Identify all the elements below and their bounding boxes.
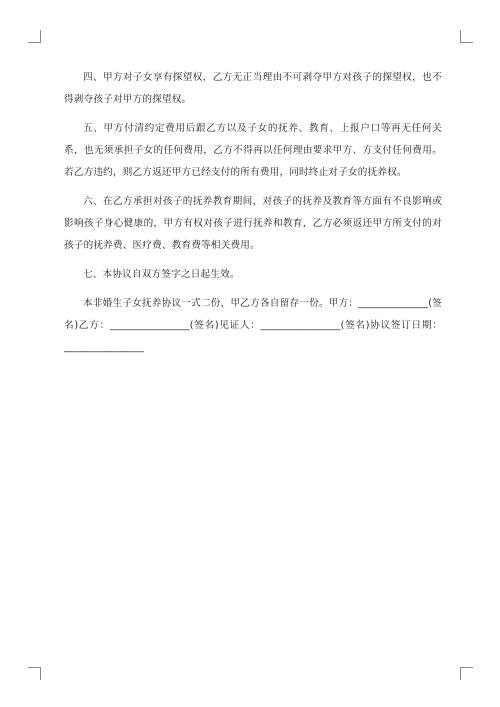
clause-six: 六、在乙方承担对孩子的抚养教育期间，对孩子的抚养及教育等方面有不良影响或影响孩子身心健康的，甲方有权对孩子进行抚养和教育，乙方必须返还甲方所支付的对孩子的抚养费、医疗费、教育费等相关费用。 — [64, 196, 442, 251]
crop-mark-top-right — [460, 30, 473, 43]
document-body — [64, 67, 442, 359]
crop-mark-bottom-right — [460, 667, 473, 680]
crop-mark-bottom-left — [28, 667, 41, 680]
clause-four: 四、甲方对子女享有探望权，乙方无正当理由不可剥夺甲方对孩子的探望权，也不得剥夺孩子对甲方的探望权。 — [64, 72, 442, 105]
clause-five: 五、甲方付清约定费用后跟乙方以及子女的抚养、教育、上报户口等再无任何关系，也无须承担子女的任何费用，乙方不得再以任何理由要求甲方、方支付任何费用。若乙方违约，则乙方返还甲方已经支付的所有费用，同时终止对子女的抚养权。 — [64, 123, 442, 178]
crop-mark-top-left — [28, 30, 41, 43]
signature-block: 本非婚生子女抚养协议一式二份，甲乙方各自留存一份。甲方：______________(签名)乙方：________________(签名)见证人：________________(签名)协议签订日期：________________ — [64, 298, 442, 353]
clause-seven: 七、本协议自双方签字之日起生效。 — [83, 269, 240, 280]
